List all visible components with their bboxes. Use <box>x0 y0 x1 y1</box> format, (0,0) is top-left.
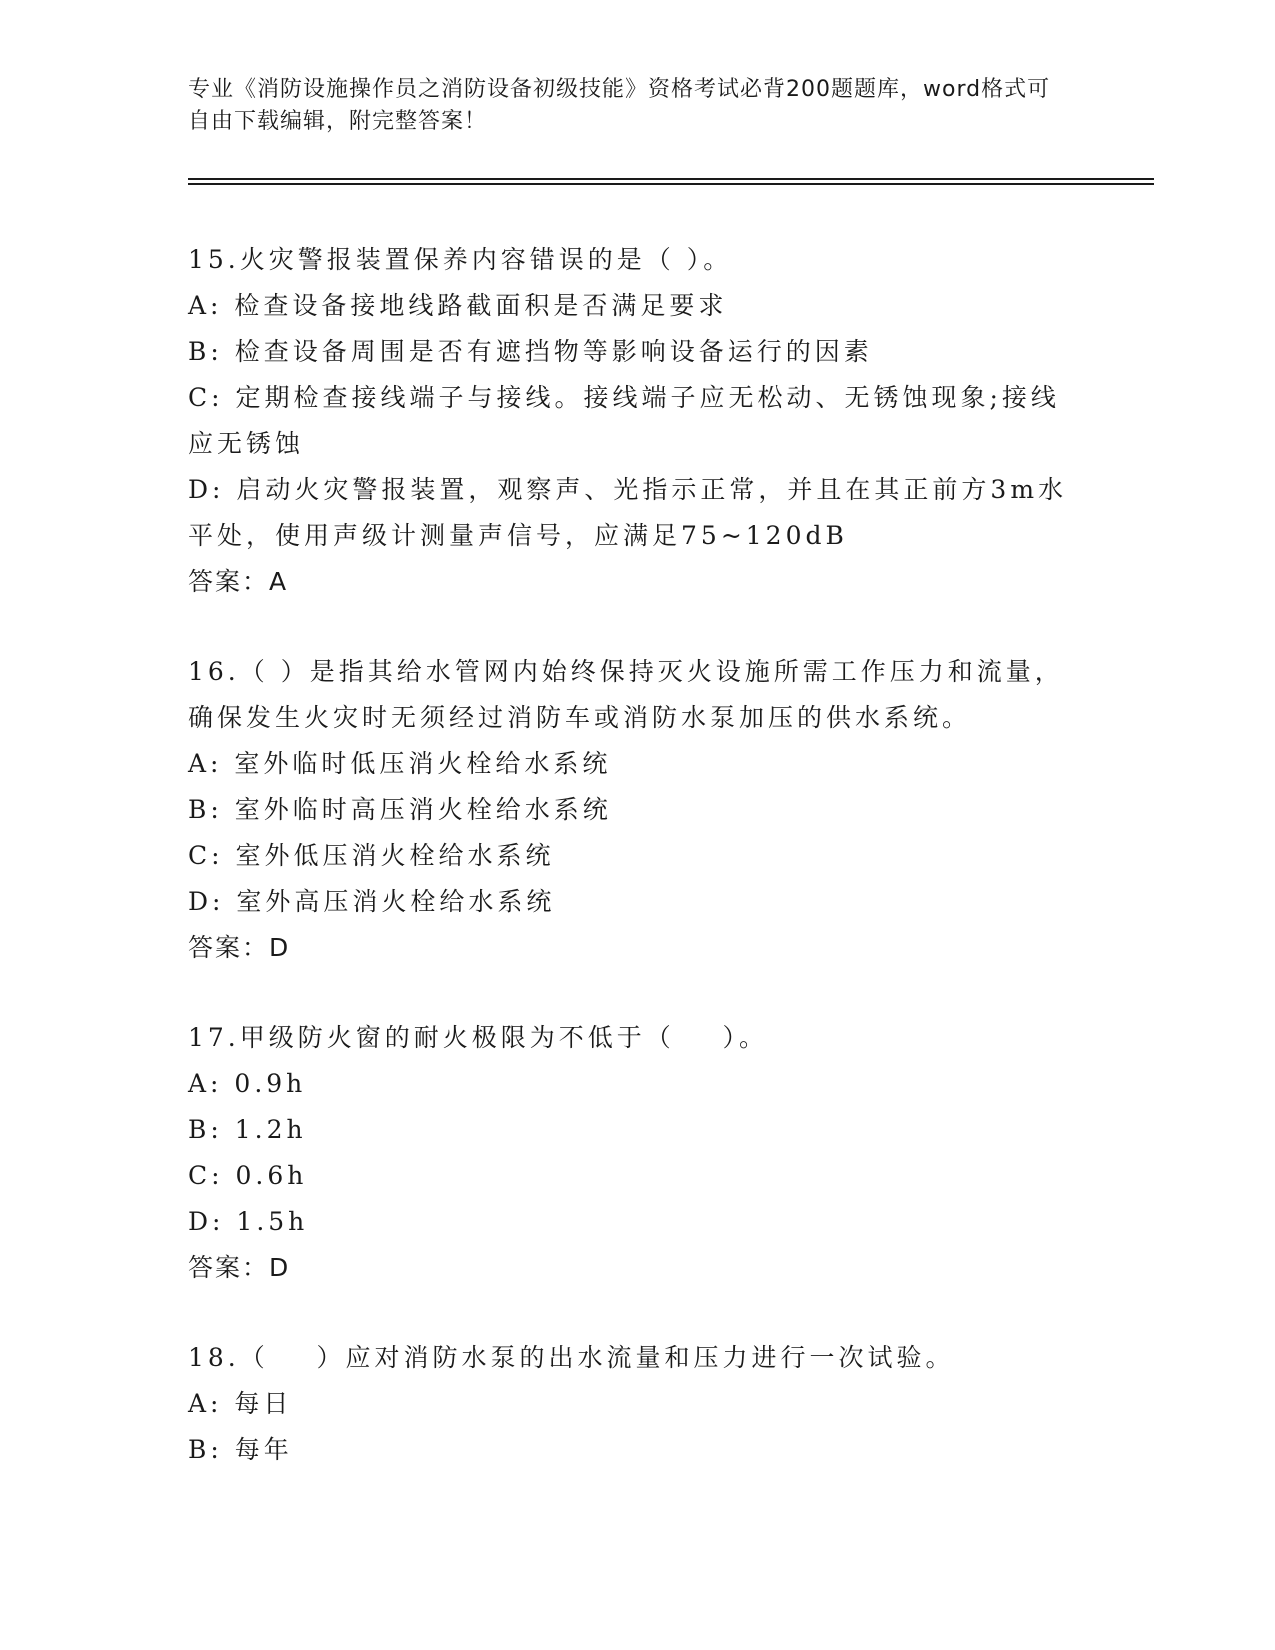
question-stem: 17.甲级防火窗的耐火极限为不低于（ ）。 <box>188 1023 769 1052</box>
question-17 <box>188 1015 1068 1291</box>
option-b: B: 1.2h <box>188 1115 307 1144</box>
answer: 答案：D <box>188 933 291 962</box>
question-stem: 16.（ ）是指其给水管网内始终保持灭火设施所需工作压力和流量，确保发生火灾时无须经过消防车或消防水泵加压的供水系统。 <box>188 657 1064 732</box>
option-d: D: 启动火灾警报装置，观察声、光指示正常，并且在其正前方3m水平处，使用声级计测量声信号，应满足75~120dB <box>188 475 1068 550</box>
question-15 <box>188 237 1068 605</box>
option-a: A: 0.9h <box>188 1069 307 1098</box>
option-b: B: 每年 <box>188 1435 293 1464</box>
option-a: A: 室外临时低压消火栓给水系统 <box>188 749 612 778</box>
option-a: A: 每日 <box>188 1389 293 1418</box>
question-stem: 15.火灾警报装置保养内容错误的是（ ）。 <box>188 245 733 274</box>
document-header: 专业《消防设施操作员之消防设备初级技能》资格考试必背200题题库，word格式可自由下载编辑，附完整答案！ <box>188 77 1051 134</box>
option-c: C: 定期检查接线端子与接线。接线端子应无松动、无锈蚀现象;接线应无锈蚀 <box>188 383 1060 458</box>
question-16 <box>188 649 1068 971</box>
header-rule-top <box>188 178 1154 180</box>
question-18 <box>188 1335 1068 1473</box>
question-stem: 18.（ ）应对消防水泵的出水流量和压力进行一次试验。 <box>188 1343 955 1372</box>
option-d: D: 1.5h <box>188 1207 309 1236</box>
question-list <box>188 237 1068 1517</box>
option-b: B: 检查设备周围是否有遮挡物等影响设备运行的因素 <box>188 337 873 366</box>
answer: 答案：A <box>188 567 289 596</box>
option-c: C: 室外低压消火栓给水系统 <box>188 841 555 870</box>
option-c: C: 0.6h <box>188 1161 308 1190</box>
option-b: B: 室外临时高压消火栓给水系统 <box>188 795 612 824</box>
option-d: D: 室外高压消火栓给水系统 <box>188 887 556 916</box>
header-rule-bottom <box>188 183 1154 185</box>
option-a: A: 检查设备接地线路截面积是否满足要求 <box>188 291 728 320</box>
answer: 答案：D <box>188 1253 291 1282</box>
